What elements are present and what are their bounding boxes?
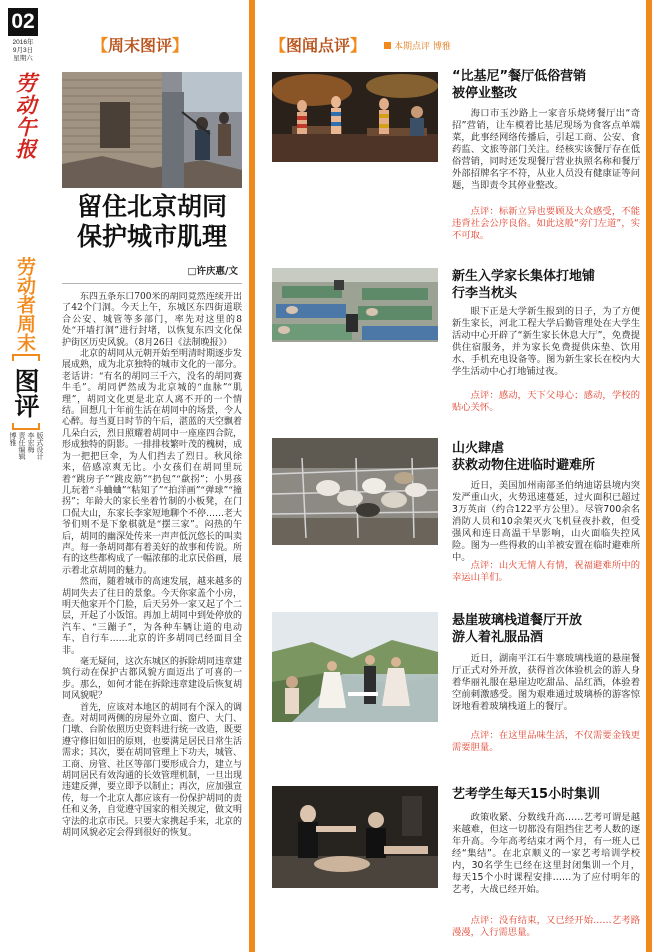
rescued-goats-photo bbox=[272, 438, 438, 545]
news-item-title bbox=[452, 612, 640, 646]
article-byline: □许庆惠/文 bbox=[187, 266, 238, 277]
news-item-title-line: “比基尼”餐厅低俗营销 bbox=[452, 69, 587, 84]
hutong-demolition-photo bbox=[62, 72, 242, 188]
news-item-title-line: 艺考学生每天15小时集训 bbox=[452, 787, 601, 802]
header-bracket-close: 】 bbox=[172, 36, 189, 55]
article-title bbox=[62, 192, 242, 252]
bikini-restaurant-photo bbox=[272, 72, 438, 162]
news-item-text bbox=[452, 612, 640, 753]
header-bracket-close: 】 bbox=[350, 36, 367, 55]
orange-column-divider bbox=[249, 0, 255, 952]
news-item-text bbox=[452, 786, 640, 938]
news-item-body: 近日，美国加州南部圣伯纳迪诺县境内突发严重山火，火势迅速蔓延，过火面积已超过3万英亩（约合122平方公里）。尽管700余名消防人员和10余架灭火飞机昼夜扑救，但受强风和连日高温干旱影响，山火面临失控风险。图为一些得救的山羊被安置在临时避难所中。 bbox=[452, 480, 640, 563]
article-paragraph: 北京的胡同从元朝开始至明清时期逐步发展成熟，成为北京独特的城市文化的一部分。老话讲：“有名的胡同三千六，没名的胡同赛牛毛”。胡同俨然成为北京城的“血脉”“肌理”，胡同文化更是北京人离不开的一个情结。回想几十年前生活在胡同中的场景，令人心醉。每当夏日时节的午后，湛蓝的天空飘着几朵白云，烈日照耀着胡同中一座座四合院，形成独特的阴影。一排排枝繁叶茂的槐树，成为一把把巨伞，为人们挡去了烈日。秋风徐来，倍感凉爽无比。小女孩们在胡同里玩着“跳房子”“跳皮筋”“扔包”“歘拐”；小男孩儿玩着“斗蛐蛐”“粘知了”“拍洋画”“弹球”“撞拐”；年龄大的家长坐着竹制的小板凳，在门口侃大山，东家长李家短地聊个不停……老大爷们则不是下象棋就是“摆三家”。闷热的午后，胡同的幽深处传来一声声低沉悠长的叫卖声。每一条胡同都有着美好的故事和传说。所有的这些都构成了一幅浓郁的北京民俗画，展示着北京胡同的魅力。 bbox=[62, 349, 242, 576]
news-item-title bbox=[452, 268, 640, 302]
news-item-text bbox=[452, 268, 640, 413]
photo-news-header bbox=[270, 35, 366, 57]
credit-label: 责任编辑 bbox=[18, 432, 26, 460]
news-item-title-line: 行李当枕头 bbox=[452, 286, 518, 301]
weekend-review-header bbox=[92, 35, 188, 57]
article-paragraph: 然而，随着城市的高速发展，越来越多的胡同失去了往日的景象。今天你家盖个小房，明天他家开个门脸，后天另外一家又起了个二层，开起了小饭馆。再加上胡同中到处停放的汽车、“三蹦子”，为各种车辆让道的电动车、自行车……北京的许多胡同已经面目全非。 bbox=[62, 577, 242, 656]
news-item bbox=[272, 786, 642, 946]
byline-divider bbox=[62, 283, 242, 284]
news-item-comment: 点评：山火无情人有情，祝福避难所中的幸运山羊们。 bbox=[452, 560, 640, 583]
article-title-line: 留住北京胡同 bbox=[76, 192, 227, 221]
news-item-title-line: 被停业整改 bbox=[452, 86, 518, 101]
square-bullet-icon bbox=[384, 42, 391, 49]
credit-label: 版式设计 bbox=[36, 432, 44, 460]
newspaper-logo: 劳动午报 bbox=[13, 72, 38, 160]
article-paragraph: 毫无疑问，这次东城区的拆除胡同违章建筑行动在保护古都风貌方面迈出了可喜的一步。那么，如何才能在拆除违章建设后恢复胡同风貌呢？ bbox=[62, 657, 242, 702]
header-bracket-open: 【 bbox=[270, 36, 287, 55]
news-item-comment: 点评：在这里品味生活，不仅需要金钱更需要胆量。 bbox=[452, 730, 640, 753]
news-item bbox=[272, 268, 642, 418]
news-item-body: 政策收紧、分数线升高……艺考可谓是越来越难，但这一切都没有阻挡住艺考人数的逐年升高。今年高考结束才两个月，有一班人已经“集结”。在北京顺义的一家艺考培训学校内，30名学生已经在这里封闭集训一个月，每天15个小时课程安排……为了应付明年的艺考，大战已经开始。 bbox=[452, 812, 640, 895]
editor-note bbox=[384, 41, 451, 53]
issue-date bbox=[4, 39, 42, 63]
editor-credits bbox=[8, 432, 44, 476]
article-paragraph: 首先，应该对本地区的胡同有个深入的调查。对胡同两侧的房屋外立面、窗户、大门、门墩、台阶依照历史资料进行统一改造，既要遵守修旧如旧的原则，也要满足居民日常生活需求；其次，要在胡同管理上下功夫，城管、工商、房管、社区等部门要形成合力，建立与胡同居民有效沟通的长效管理机制，一旦出现违建反弹，要立即予以制止；再次，应加强宣传，每一个北京人都应该有一份保护胡同的责任和义务，自觉遵守国家的相关规定，做文明守法的北京市民。只要大家携起手来，北京的胡同风貌必定会得到很好的恢复。 bbox=[62, 702, 242, 839]
issue-date-weekday: 星期六 bbox=[13, 55, 33, 62]
news-item bbox=[272, 68, 642, 248]
news-item-body: 眼下正是大学新生报到的日子，为了方便新生家长，河北工程大学后勤管理处在大学生活动中心开辟了“新生家长休息大厅”，免费提供住宿服务，并为家长免费提供床垫、饮用水、手机充电设备等。图为新生家长在校内大学生活动中心打地铺过夜。 bbox=[452, 306, 640, 377]
news-item-text bbox=[452, 68, 640, 241]
credit-name: 李宏梅 bbox=[27, 432, 35, 453]
news-item-title-line: 山火肆虐 bbox=[452, 441, 505, 456]
news-item bbox=[272, 612, 642, 762]
article-paragraph: 东四五条东口700米的胡同竟然连续开出了42个门洞。今天上午，东城区东四街道联合公安、城管等多部门，率先对这里的8处“开墙打洞”进行封堵，以恢复东四文化保护街区历史风貌。（8月26日《法制晚报》） bbox=[62, 292, 242, 348]
news-item bbox=[272, 440, 642, 590]
news-item-comment: 点评：标新立异也要顾及大众感受，不能违背社会公序良俗。如此这般“旁门左道”，实不可取。 bbox=[452, 206, 640, 241]
news-item-title bbox=[452, 68, 640, 102]
column-bracket-top bbox=[12, 354, 40, 361]
art-students-training-photo bbox=[272, 786, 438, 888]
news-item-title bbox=[452, 440, 640, 474]
news-item-title-line: 新生入学家长集体打地铺 bbox=[452, 269, 596, 284]
header-bracket-open: 【 bbox=[92, 36, 109, 55]
header-text: 图闻点评 bbox=[286, 36, 351, 55]
news-item-title-line: 悬崖玻璃栈道餐厅开放 bbox=[452, 613, 583, 628]
header-text: 周末图评 bbox=[108, 36, 173, 55]
orange-right-edge-bar bbox=[646, 0, 652, 952]
news-item-comment: 点评：感动，天下父母心；感动，学校的贴心关怀。 bbox=[452, 390, 640, 413]
credit-name: 博雅 bbox=[9, 432, 17, 446]
section-name: 劳动者周末 bbox=[14, 256, 36, 352]
news-item-comment: 点评：没有结束，又已经开始……艺考路漫漫，入行需思量。 bbox=[452, 915, 640, 938]
news-item-title-line: 获救动物住进临时避难所 bbox=[452, 458, 596, 473]
article-body bbox=[62, 292, 242, 918]
editor-note-text: 本期点评 博雅 bbox=[394, 42, 451, 52]
news-item-body: 近日，湖南平江石牛寨玻璃栈道的悬崖餐厅正式对外开放，获得首次体验机会的游人身着华丽礼服在悬崖边吃甜品、品红酒，体验着空前刺激感受。图为艰难通过玻璃桥的游客惊讶地看着玻璃栈道上的餐厅。 bbox=[452, 653, 640, 712]
cliff-glass-restaurant-photo bbox=[272, 612, 438, 722]
column-name: 图评 bbox=[11, 368, 40, 418]
page-number: 02 bbox=[8, 8, 38, 36]
article-title-line: 保护城市肌理 bbox=[76, 222, 227, 251]
issue-date-year: 2016年 bbox=[12, 39, 34, 46]
news-item-body: 海口市玉沙路上一家音乐烧烤餐厅出“奇招”营销，让车模着比基尼现场为食客点单端菜，此事经网络传播后，引起工商、公安、食药监、文旅等部门关注。经核实该餐厅存在低俗营销，同时还发现餐厅营业执照名称和餐厅外部招牌名字不符，从业人员没有健康证等问题，当即责令其停业整改。 bbox=[452, 108, 640, 191]
news-item-title bbox=[452, 786, 640, 803]
news-item-title-line: 游人着礼服品酒 bbox=[452, 630, 544, 645]
parents-sleeping-photo bbox=[272, 268, 438, 342]
issue-date-day: 9月3日 bbox=[12, 47, 34, 54]
column-bracket-bottom bbox=[12, 423, 40, 430]
news-item-text bbox=[452, 440, 640, 583]
